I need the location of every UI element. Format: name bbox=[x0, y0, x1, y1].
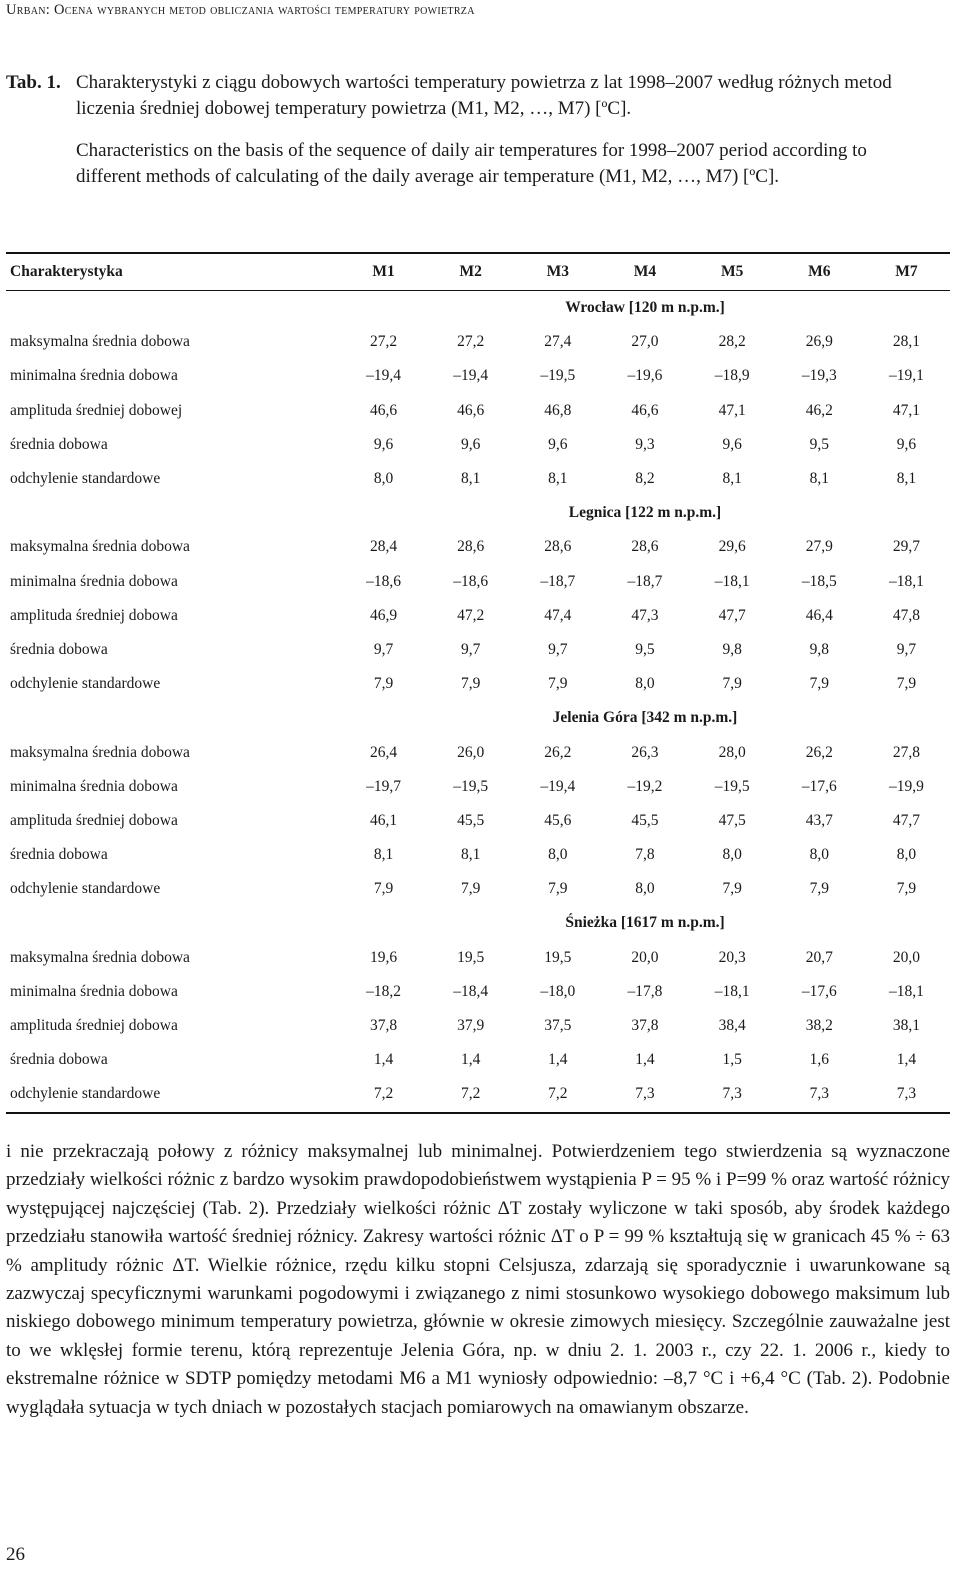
table-cell: 47,7 bbox=[718, 606, 746, 624]
table-row bbox=[6, 1043, 950, 1077]
table-cell: 38,2 bbox=[805, 1017, 833, 1035]
table-cell: 47,8 bbox=[892, 606, 920, 624]
table-cell: 28,6 bbox=[457, 538, 485, 556]
table-cell: –18,5 bbox=[801, 572, 837, 590]
table-cell: 8,1 bbox=[373, 846, 394, 864]
table-cell: 9,6 bbox=[373, 435, 394, 453]
table-cell: 46,4 bbox=[805, 606, 833, 624]
row-label: odchylenie standardowe bbox=[10, 470, 161, 488]
column-header-m7: M7 bbox=[863, 253, 950, 291]
table-cell: 46,6 bbox=[631, 401, 659, 419]
table-cell: 28,4 bbox=[370, 538, 398, 556]
station-row bbox=[6, 291, 950, 326]
table-cell: 7,9 bbox=[461, 675, 481, 693]
table-cell: –19,5 bbox=[540, 367, 576, 385]
station-name: Jelenia Góra [342 m n.p.m.] bbox=[552, 709, 738, 727]
table-cell: 8,0 bbox=[635, 880, 655, 898]
table-cell: –19,4 bbox=[453, 367, 489, 385]
table-row bbox=[6, 325, 950, 359]
table-cell: 9,3 bbox=[635, 435, 655, 453]
row-label: minimalna średnia dobowa bbox=[10, 777, 178, 795]
table-cell: 9,8 bbox=[722, 640, 742, 658]
table-cell: 1,4 bbox=[373, 1051, 394, 1069]
table-cell: 7,8 bbox=[635, 846, 655, 864]
table-cell: –18,7 bbox=[540, 572, 576, 590]
table-cell: –18,1 bbox=[888, 572, 924, 590]
table-cell: 20,7 bbox=[805, 948, 833, 966]
table-cell: 8,2 bbox=[635, 470, 655, 488]
station-row bbox=[6, 496, 950, 530]
table-row bbox=[6, 941, 950, 975]
table-cell: 47,3 bbox=[631, 606, 659, 624]
table-cell: 37,5 bbox=[544, 1017, 572, 1035]
row-label: średnia dobowa bbox=[10, 1051, 108, 1069]
table-cell: 9,5 bbox=[635, 640, 655, 658]
table-cell: 9,8 bbox=[809, 640, 829, 658]
table-cell: 7,9 bbox=[896, 880, 917, 898]
station-name: Legnica [122 m n.p.m.] bbox=[568, 504, 722, 522]
table-cell: 45,5 bbox=[631, 811, 659, 829]
table-row bbox=[6, 1077, 950, 1112]
table-cell: 19,5 bbox=[544, 948, 572, 966]
table-cell: 8,1 bbox=[548, 470, 568, 488]
table-row bbox=[6, 804, 950, 838]
station-row bbox=[6, 906, 950, 940]
station-name: Wrocław [120 m n.p.m.] bbox=[565, 299, 725, 317]
table-cell: –19,6 bbox=[627, 367, 663, 385]
table-cell: 26,9 bbox=[805, 333, 833, 351]
table-cell: 9,7 bbox=[548, 640, 568, 658]
table-cell: 9,7 bbox=[896, 640, 917, 658]
table-cell: 7,9 bbox=[809, 675, 829, 693]
table-cell: 38,1 bbox=[892, 1017, 920, 1035]
table-cell: 7,9 bbox=[548, 675, 568, 693]
table-row bbox=[6, 838, 950, 872]
table-cell: 47,4 bbox=[544, 606, 572, 624]
table-cell: 8,0 bbox=[809, 846, 829, 864]
table-row bbox=[6, 359, 950, 393]
table-cell: 8,1 bbox=[809, 470, 829, 488]
table-cell: 7,9 bbox=[548, 880, 568, 898]
table-cell: 37,8 bbox=[370, 1017, 398, 1035]
table-caption-english: Characteristics on the basis of the sequence of daily air temperatures for 1998–2007 period according to different methods of calculating of the daily average air temperature (M1, M2, …, M7) [ºC]. bbox=[76, 140, 867, 187]
table-cell: 7,3 bbox=[863, 1077, 950, 1112]
table-cell: 27,4 bbox=[544, 333, 572, 351]
table-cell: 26,2 bbox=[544, 743, 572, 761]
table-cell: –18,6 bbox=[453, 572, 489, 590]
table-cell: 9,6 bbox=[722, 435, 742, 453]
table-cell: 28,6 bbox=[544, 538, 572, 556]
table-cell: 8,1 bbox=[722, 470, 742, 488]
row-label: odchylenie standardowe bbox=[10, 675, 161, 693]
table-cell: –18,7 bbox=[627, 572, 663, 590]
table-cell: 9,6 bbox=[896, 435, 917, 453]
column-header-m5: M5 bbox=[689, 253, 776, 291]
table-number: Tab. 1. bbox=[6, 72, 61, 93]
row-label: maksymalna średnia dobowa bbox=[10, 538, 190, 556]
table-cell: 9,5 bbox=[809, 435, 829, 453]
table-cell: 46,6 bbox=[457, 401, 485, 419]
station-name: Śnieżka [1617 m n.p.m.] bbox=[565, 914, 725, 932]
header-row bbox=[6, 253, 950, 291]
table-cell: 7,9 bbox=[722, 675, 742, 693]
row-label: amplituda średniej dobowa bbox=[10, 1017, 178, 1035]
row-label: amplituda średniej dobowa bbox=[10, 811, 178, 829]
table-cell: –18,6 bbox=[366, 572, 401, 590]
table-cell: –18,4 bbox=[453, 982, 489, 1000]
table-cell: 8,0 bbox=[722, 846, 742, 864]
table-cell: 1,4 bbox=[896, 1051, 917, 1069]
table-cell: 19,6 bbox=[370, 948, 398, 966]
table-cell: 9,7 bbox=[461, 640, 481, 658]
row-label: minimalna średnia dobowa bbox=[10, 572, 178, 590]
table-row bbox=[6, 530, 950, 564]
table-cell: 27,0 bbox=[631, 333, 659, 351]
row-label: maksymalna średnia dobowa bbox=[10, 743, 190, 761]
column-header-m1: M1 bbox=[340, 253, 427, 291]
table-cell: 27,9 bbox=[805, 538, 833, 556]
table-cell: –19,5 bbox=[453, 777, 489, 795]
table-row bbox=[6, 770, 950, 804]
table-cell: –19,7 bbox=[366, 777, 401, 795]
table-row bbox=[6, 872, 950, 906]
caption-text-polish: Charakterystyki z ciągu dobowych wartości temperatury powietrza z lat 1998–2007 według różnych metod liczenia średniej dobowej temperatury powietrza (M1, M2, …, M7) [ºC]. bbox=[76, 72, 892, 119]
column-header-m2: M2 bbox=[427, 253, 514, 291]
table-cell: 8,0 bbox=[896, 846, 917, 864]
table-cell: 27,2 bbox=[457, 333, 485, 351]
table-cell: 7,2 bbox=[514, 1077, 601, 1112]
table-cell: 7,3 bbox=[601, 1077, 688, 1112]
table-cell: 26,3 bbox=[631, 743, 659, 761]
table-cell: 1,5 bbox=[722, 1051, 742, 1069]
table-cell: 47,5 bbox=[718, 811, 746, 829]
table-cell: –17,6 bbox=[801, 982, 837, 1000]
table-cell: 7,9 bbox=[373, 880, 394, 898]
running-head: Urban: Ocena wybranych metod obliczania wartości temperatury powietrza bbox=[6, 2, 475, 18]
row-label: minimalna średnia dobowa bbox=[10, 982, 178, 1000]
table-cell: 37,8 bbox=[631, 1017, 659, 1035]
station-row bbox=[6, 701, 950, 735]
row-label: średnia dobowa bbox=[10, 846, 108, 864]
station-spacer bbox=[6, 906, 340, 940]
table-cell: 7,9 bbox=[809, 880, 829, 898]
table-row bbox=[6, 599, 950, 633]
table-cell: 7,9 bbox=[896, 675, 917, 693]
table-row bbox=[6, 975, 950, 1009]
table-cell: 29,7 bbox=[892, 538, 920, 556]
table-cell: 28,2 bbox=[718, 333, 746, 351]
table-cell: 28,1 bbox=[892, 333, 920, 351]
table-cell: 7,9 bbox=[722, 880, 742, 898]
table-cell: 45,6 bbox=[544, 811, 572, 829]
table-cell: 38,4 bbox=[718, 1017, 746, 1035]
table-row bbox=[6, 565, 950, 599]
table-cell: 27,2 bbox=[370, 333, 398, 351]
row-label: odchylenie standardowe bbox=[10, 880, 161, 898]
table-cell: –18,2 bbox=[366, 982, 401, 1000]
table-cell: –19,2 bbox=[627, 777, 663, 795]
table-row bbox=[6, 462, 950, 496]
table-cell: 1,6 bbox=[809, 1051, 829, 1069]
row-label: amplituda średniej dobowa bbox=[10, 606, 178, 624]
table-cell: 43,7 bbox=[805, 811, 833, 829]
table-cell: 46,9 bbox=[370, 606, 398, 624]
row-label: średnia dobowa bbox=[10, 435, 108, 453]
table-cell: 7,9 bbox=[461, 880, 481, 898]
table-cell: 28,6 bbox=[631, 538, 659, 556]
table-cell: 37,9 bbox=[457, 1017, 485, 1035]
row-label: minimalna średnia dobowa bbox=[10, 367, 178, 385]
table-cell: –17,8 bbox=[627, 982, 663, 1000]
table-body bbox=[6, 291, 950, 1113]
row-label: średnia dobowa bbox=[10, 640, 108, 658]
table-cell: 7,2 bbox=[340, 1077, 427, 1112]
table-row bbox=[6, 667, 950, 701]
table-row bbox=[6, 735, 950, 769]
table-cell: –18,0 bbox=[540, 982, 576, 1000]
body-paragraph: i nie przekraczają połowy z różnicy maksymalnej lub minimalnej. Potwierdzeniem tego stwierdzenia są wyznaczone przedziały wielkości różnic z bardzo wysokim prawdopodobieństwem wystąpienia P = 95 % i P=99 % oraz wartość różnicy występującej najczęściej (Tab. 2). Przedziały wielkości różnic ΔT zostały wyliczone w taki sposób, aby środek każdego przedziału stanowiła wartość średniej różnicy. Zakresy wartości różnic ΔT o P = 99 % kształtują się w granicach 45 % ÷ 63 % amplitudy różnic ΔT. Wielkie różnice, rzędu kilku stopni Celsjusza, zdarzają się sporadycznie i uwarunkowane są zazwyczaj specyficznymi warunkami pogodowymi i związanego z nimi stosunkowo wysokiego dobowego maksimum lub niskiego dobowego minimum temperatury powietrza, głównie w okresie zimowych miesięcy. Szczególnie zauważalne jest to we wklęsłej formie terenu, którą reprezentuje Jelenia Góra, np. w dniu 2. 1. 2003 r., czy 22. 1. 2006 r., kiedy to ekstremalne różnice w SDTP pomiędzy metodami M6 a M1 wyniosły odpowiednio: –8,7 °C i +6,4 °C (Tab. 2). Podobnie wyglądała sytuacja w tych dniach w pozostałych stacjach pomiarowych na omawianym obszarze. bbox=[6, 1141, 950, 1418]
row-label: amplituda średniej dobowej bbox=[10, 401, 183, 419]
table-cell: 46,6 bbox=[370, 401, 398, 419]
table-cell: 47,7 bbox=[892, 811, 920, 829]
table-cell: 20,0 bbox=[631, 948, 659, 966]
table-row bbox=[6, 1009, 950, 1043]
table-cell: 20,3 bbox=[718, 948, 746, 966]
row-label: maksymalna średnia dobowa bbox=[10, 948, 190, 966]
table-cell: 7,2 bbox=[427, 1077, 514, 1112]
table-cell: 46,2 bbox=[805, 401, 833, 419]
table-cell: 47,2 bbox=[457, 606, 485, 624]
table-cell: –18,1 bbox=[888, 982, 924, 1000]
table-row bbox=[6, 428, 950, 462]
table-cell: 8,1 bbox=[461, 470, 481, 488]
column-header-m6: M6 bbox=[776, 253, 863, 291]
table-cell: 9,6 bbox=[461, 435, 481, 453]
table-cell: 1,4 bbox=[635, 1051, 655, 1069]
table-cell: 26,4 bbox=[370, 743, 398, 761]
row-label: maksymalna średnia dobowa bbox=[10, 333, 190, 351]
table-cell: 26,2 bbox=[805, 743, 833, 761]
page-number: 26 bbox=[6, 1544, 25, 1565]
table-cell: 46,8 bbox=[544, 401, 572, 419]
table-cell: 8,0 bbox=[548, 846, 568, 864]
table-cell: –19,5 bbox=[714, 777, 750, 795]
table-cell: –18,9 bbox=[714, 367, 750, 385]
table-cell: –19,4 bbox=[366, 367, 401, 385]
table-cell: 9,7 bbox=[373, 640, 394, 658]
table-cell: 7,3 bbox=[689, 1077, 776, 1112]
table-caption-polish bbox=[6, 70, 906, 122]
table-cell: 8,0 bbox=[635, 675, 655, 693]
table-cell: 46,1 bbox=[370, 811, 398, 829]
station-spacer bbox=[6, 291, 340, 326]
table-cell: 1,4 bbox=[461, 1051, 481, 1069]
table-cell: –19,4 bbox=[540, 777, 576, 795]
table-cell: 8,1 bbox=[461, 846, 481, 864]
temperature-table bbox=[6, 252, 950, 1114]
table-cell: 20,0 bbox=[892, 948, 920, 966]
table-cell: –19,3 bbox=[801, 367, 837, 385]
table-cell: 28,0 bbox=[718, 743, 746, 761]
table-cell: 19,5 bbox=[457, 948, 485, 966]
table-cell: 47,1 bbox=[892, 401, 920, 419]
table-row bbox=[6, 394, 950, 428]
column-header-m3: M3 bbox=[514, 253, 601, 291]
data-table-container bbox=[6, 252, 950, 1114]
table-cell: –18,1 bbox=[714, 982, 750, 1000]
table-cell: –19,9 bbox=[888, 777, 924, 795]
table-cell: 27,8 bbox=[892, 743, 920, 761]
table-cell: 26,0 bbox=[457, 743, 485, 761]
station-spacer bbox=[6, 701, 340, 735]
table-cell: 1,4 bbox=[548, 1051, 568, 1069]
table-cell: 8,1 bbox=[896, 470, 917, 488]
table-cell: –17,6 bbox=[801, 777, 837, 795]
column-header-characteristic: Charakterystyka bbox=[6, 253, 340, 291]
table-cell: –18,1 bbox=[714, 572, 750, 590]
table-cell: 8,0 bbox=[373, 470, 394, 488]
table-cell: 29,6 bbox=[718, 538, 746, 556]
table-cell: 7,9 bbox=[373, 675, 394, 693]
table-row bbox=[6, 633, 950, 667]
table-cell: 9,6 bbox=[548, 435, 568, 453]
table-cell: 45,5 bbox=[457, 811, 485, 829]
column-header-m4: M4 bbox=[601, 253, 688, 291]
row-label: odchylenie standardowe bbox=[6, 1077, 340, 1112]
table-cell: –19,1 bbox=[888, 367, 924, 385]
station-spacer bbox=[6, 496, 340, 530]
table-cell: 7,3 bbox=[776, 1077, 863, 1112]
table-cell: 47,1 bbox=[718, 401, 746, 419]
